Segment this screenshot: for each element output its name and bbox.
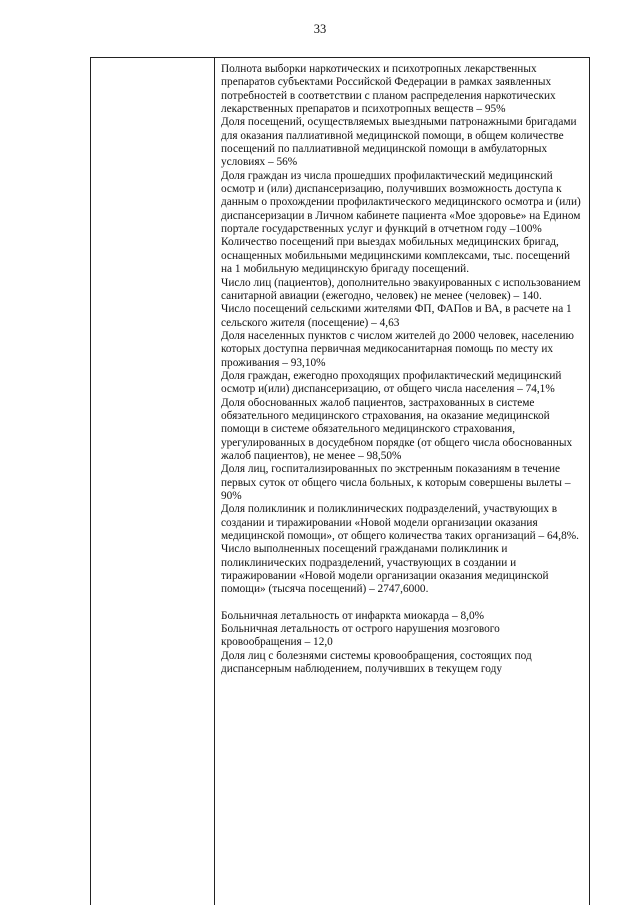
table-right-column [215, 58, 589, 676]
indicator-paragraph: Доля населенных пунктов с числом жителей до 2000 человек, населению которых доступна первичная медикосанитарная помощь по месту их проживания – 93,10% [221, 329, 574, 369]
indicator-paragraph: Больничная летальность от инфаркта миокарда – 8,0% [221, 609, 485, 622]
indicator-paragraph: Количество посещений при выездах мобильных медицинских бригад, оснащенных мобильными медицинскими комплексами, тыс. посещений на 1 мобильную медицинскую бригаду посещений. [221, 236, 571, 276]
document-table [90, 57, 590, 905]
page-number: 33 [313, 22, 327, 36]
indicator-paragraph: Полнота выборки наркотических и психотропных лекарственных препаратов субъектами Российской Федерации в рамках заявленных потребностей в соответствии с планом распределения наркотических лекарственных препаратов и психотропных веществ – 95% [221, 63, 556, 116]
indicator-paragraph: Доля обоснованных жалоб пациентов, застрахованных в системе обязательного медицинского страхования, на оказание медицинской помощи в системе обязательного медицинского страхования, урегулированных в досудебном порядке (от общего числа обоснованных жалоб пациентов), не менее – 98,50% [221, 396, 573, 462]
indicator-paragraph: Доля поликлиник и поликлинических подразделений, участвующих в создании и тиражировании «Новой модели организации оказания медицинской помощи», от общего количества таких организаций – 64,8%. [221, 503, 579, 543]
indicator-paragraph: Доля лиц, госпитализированных по экстренным показаниям в течение первых суток от общего числа больных, к которым совершены вылеты – 90% [221, 463, 571, 502]
indicator-paragraph: Доля граждан из числа прошедших профилактический медицинский осмотр и (или) диспансеризацию, получивших возможность доступа к данным о прохождении профилактического медицинского осмотра и (или) диспансеризации в Личном кабинете пациента «Мое здоровье» на Едином портале государственных услуг и функций в отчетном году –100% [221, 169, 581, 236]
indicator-paragraph: Доля посещений, осуществляемых выездными патронажными бригадами для оказания паллиативной медицинской помощи, в общем количестве посещений по паллиативной медицинской помощи в амбулаторных условиях – 56% [221, 116, 577, 169]
indicator-paragraph: Число выполненных посещений гражданами поликлиник и поликлинических подразделений, участвующих в создании и тиражировании «Новой модели организации оказания медицинской помощи» (тысяча посещений) – 2747,6000. [221, 543, 549, 596]
indicator-paragraph: Доля граждан, ежегодно проходящих профилактический медицинский осмотр и(или) диспансеризацию, от общего числа населения – 74,1% [221, 369, 562, 396]
indicator-paragraph: Число лиц (пациентов), дополнительно эвакуированных с использованием санитарной авиации (ежегодно, человек) не менее (человек) – 140. [221, 276, 581, 302]
indicator-paragraph: Больничная летальность от острого нарушения мозгового кровообращения – 12,0 [221, 623, 500, 649]
indicator-paragraph: Число посещений сельскими жителями ФП, ФАПов и ВА, в расчете на 1 сельского жителя (посещение) – 4,63 [221, 303, 572, 329]
indicator-paragraph: Доля лиц с болезнями системы кровообращения, состоящих под диспансерным наблюдением, получивших в текущем году [221, 649, 532, 676]
table-left-column [91, 58, 215, 905]
